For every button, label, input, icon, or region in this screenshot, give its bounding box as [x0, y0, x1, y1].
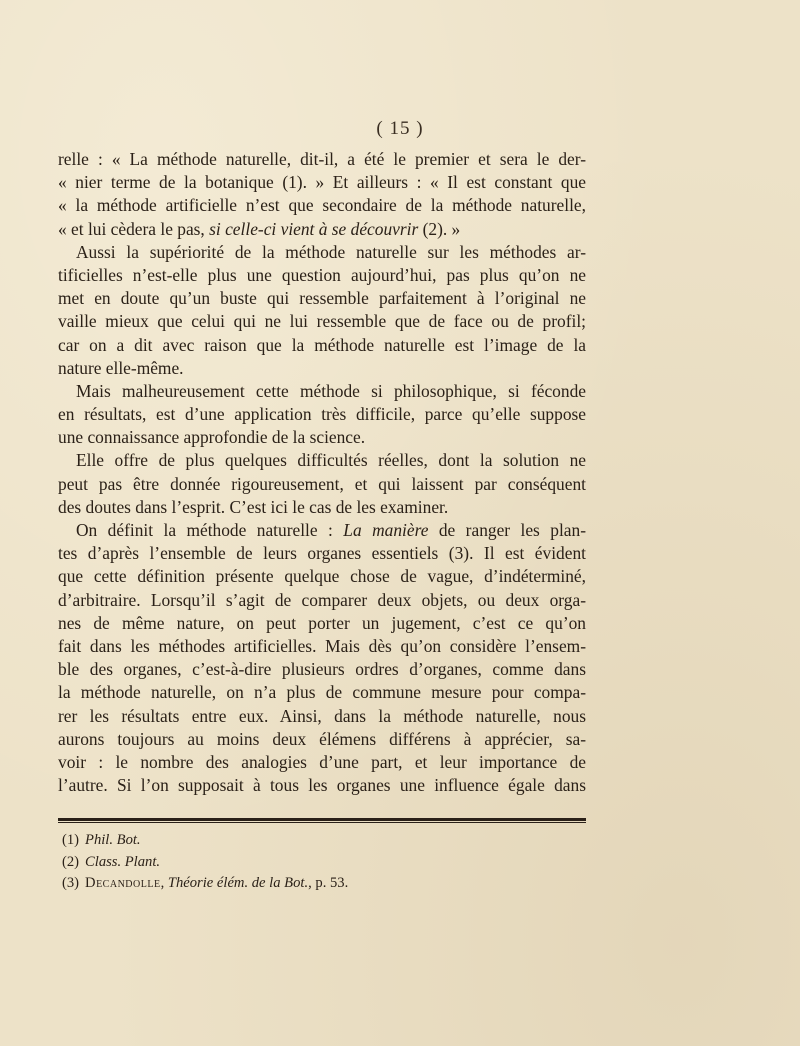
footnote-text: Phil. Bot.	[85, 832, 141, 848]
text-line	[58, 681, 586, 704]
line-text: d’arbitraire. Lorsqu’il s’agit de comparer deux objets, ou deux orga-	[58, 589, 586, 610]
line-text: (2). »	[418, 218, 461, 239]
footnote-rule	[58, 818, 586, 823]
text-line	[58, 310, 586, 333]
text-line	[58, 171, 586, 194]
footnote-2	[62, 852, 562, 874]
line-text: Aussi la supériorité de la méthode naturelle sur les méthodes ar-	[76, 241, 586, 262]
text-line	[58, 287, 586, 310]
text-line	[58, 194, 586, 217]
text-line	[58, 403, 586, 426]
text-line	[58, 658, 586, 681]
footnote-number: (3)	[62, 875, 80, 891]
footnote-3	[62, 873, 562, 895]
line-text: met en doute qu’un buste qui ressemble parfaitement à l’original ne	[58, 288, 586, 309]
text-line	[58, 449, 586, 472]
line-text: une connaissance approfondie de la science.	[58, 427, 366, 448]
line-text: des doutes dans l’esprit. C’est ici le cas de les examiner.	[58, 496, 449, 517]
text-line	[58, 357, 586, 380]
body-text	[58, 148, 586, 797]
line-text: aurons toujours au moins deux élémens différens à apprécier, sa-	[58, 728, 586, 749]
text-line	[58, 612, 586, 635]
text-line	[58, 473, 586, 496]
line-text: que cette définition présente quelque chose de vague, d’indéterminé,	[58, 566, 586, 587]
line-text: nature elle-même.	[58, 357, 184, 378]
line-text: Elle offre de plus quelques difficultés réelles, dont la solution ne	[76, 450, 586, 471]
text-line	[58, 705, 586, 728]
text-line	[58, 334, 586, 357]
footnote-number: (1)	[62, 832, 80, 848]
page-number: ( 15 )	[376, 118, 424, 139]
text-line	[58, 380, 586, 403]
text-line	[58, 751, 586, 774]
italic-text: La manière	[343, 520, 429, 540]
text-line	[58, 635, 586, 658]
text-line	[58, 426, 586, 449]
line-text: Mais malheureusement cette méthode si philosophique, si féconde	[76, 380, 586, 401]
line-text: tificielles n’est-elle plus une question aujourd’hui, pas plus qu’on ne	[58, 264, 586, 285]
text-line	[58, 496, 586, 519]
line-text: On définit la méthode naturelle :	[76, 520, 344, 540]
line-text: relle : « La méthode naturelle, dit-il, a été le premier et sera le der-	[58, 149, 586, 169]
line-text: vaille mieux que celui qui ne lui ressemble que de face ou de profil;	[58, 311, 586, 332]
line-text: de ranger les plan-	[428, 520, 586, 540]
text-line	[58, 148, 586, 171]
line-text: ble des organes, c’est-à-dire plusieurs ordres d’organes, comme dans	[58, 659, 586, 680]
footnote-number: (2)	[62, 853, 80, 870]
footnote-separator: ,	[160, 875, 168, 891]
text-line	[58, 264, 586, 287]
text-line	[58, 218, 586, 241]
text-line	[58, 774, 586, 797]
footnote-text: Class. Plant.	[85, 853, 161, 870]
line-text: rer les résultats entre eux. Ainsi, dans la méthode naturelle, nous	[58, 705, 586, 726]
line-text: voir : le nombre des analogies d’une part, et leur importance de	[58, 751, 586, 772]
line-text: peut pas être donnée rigoureusement, et qui laissent par conséquent	[58, 473, 586, 494]
footnote-1	[62, 830, 562, 852]
line-text: « nier terme de la botanique (1). » Et ailleurs : « Il est constant que	[58, 172, 586, 193]
footnote-author: Decandolle	[85, 875, 161, 891]
line-text: « et lui cèdera le pas,	[58, 218, 210, 239]
text-line	[58, 589, 586, 612]
italic-text: si celle-ci vient à se découvrir	[209, 218, 419, 239]
line-text: la méthode naturelle, on n’a plus de commune mesure pour compa-	[58, 682, 586, 703]
text-line	[58, 519, 586, 542]
text-line	[58, 542, 586, 565]
line-text: car on a dit avec raison que la méthode naturelle est l’image de la	[58, 334, 586, 355]
text-line	[58, 728, 586, 751]
footnotes	[62, 830, 562, 895]
line-text: nes de même nature, on peut porter un jugement, c’est ce qu’on	[58, 612, 586, 633]
line-text: l’autre. Si l’on supposait à tous les organes une influence égale dans	[58, 775, 586, 796]
text-line	[58, 565, 586, 588]
line-text: fait dans les méthodes artificielles. Mais dès qu’on considère l’ensem-	[58, 635, 586, 656]
footnote-work: Théorie élém. de la Bot.	[167, 875, 309, 891]
text-line	[58, 241, 586, 264]
line-text: en résultats, est d’une application très difficile, parce qu’elle suppose	[58, 404, 586, 425]
line-text: tes d’après l’ensemble de leurs organes essentiels (3). Il est évident	[58, 543, 586, 564]
line-text: « la méthode artificielle n’est que secondaire de la méthode naturelle,	[58, 195, 586, 216]
footnote-pages: , p. 53.	[308, 875, 349, 891]
